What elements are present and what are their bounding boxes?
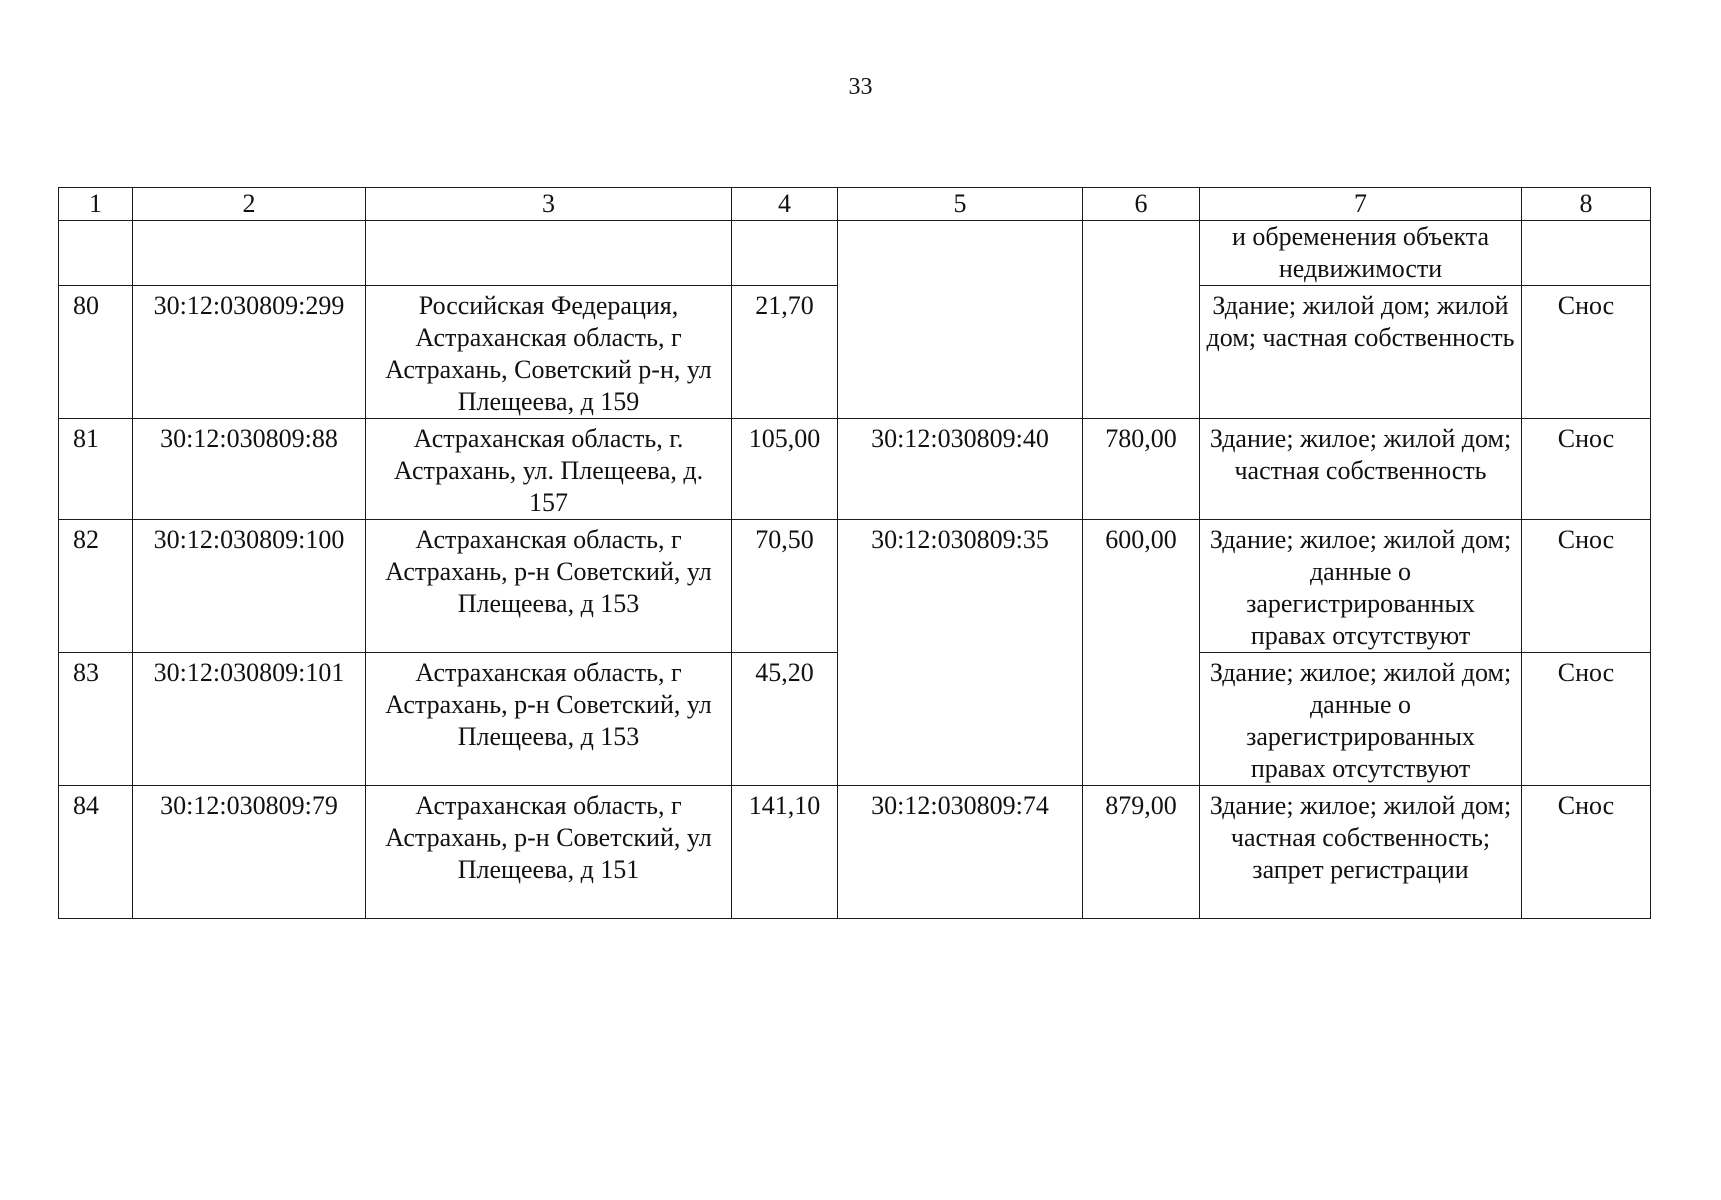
address: Астраханская область, г Астрахань, р-н Советский, ул Плещеева, д 153 (366, 520, 732, 653)
row-number: 84 (59, 786, 133, 919)
area: 70,50 (732, 520, 838, 653)
column-number: 7 (1200, 188, 1522, 221)
action: Снос (1522, 419, 1651, 520)
row-number: 81 (59, 419, 133, 520)
land-area-cell-empty (1083, 221, 1200, 419)
area: 21,70 (732, 286, 838, 419)
table-row (59, 520, 1651, 653)
column-number: 4 (732, 188, 838, 221)
land-area: 879,00 (1083, 786, 1200, 919)
action: Снос (1522, 653, 1651, 786)
address: Астраханская область, г Астрахань, р-н Советский, ул Плещеева, д 153 (366, 653, 732, 786)
column-number: 1 (59, 188, 133, 221)
area: 45,20 (732, 653, 838, 786)
empty-cell (59, 221, 133, 286)
column-number: 2 (133, 188, 366, 221)
column-number-row (59, 188, 1651, 221)
action: Снос (1522, 520, 1651, 653)
table-row (59, 419, 1651, 520)
address: Астраханская область, г. Астрахань, ул. Плещеева, д. 157 (366, 419, 732, 520)
info: Здание; жилое; жилой дом; данные о зарегистрированных правах отсутствуют (1200, 520, 1522, 653)
cadastral-number: 30:12:030809:100 (133, 520, 366, 653)
cadastral-number: 30:12:030809:299 (133, 286, 366, 419)
row-number: 80 (59, 286, 133, 419)
land-cadastral-cell-empty (838, 221, 1083, 419)
land-area: 780,00 (1083, 419, 1200, 520)
empty-cell (133, 221, 366, 286)
info: Здание; жилое; жилой дом; частная собственность (1200, 419, 1522, 520)
empty-cell (1522, 221, 1651, 286)
row-number: 82 (59, 520, 133, 653)
address: Астраханская область, г Астрахань, р-н Советский, ул Плещеева, д 151 (366, 786, 732, 919)
column-number: 8 (1522, 188, 1651, 221)
column-number: 6 (1083, 188, 1200, 221)
land-cadastral-number: 30:12:030809:35 (838, 520, 1083, 786)
info-continuation-cell: и обременения объекта недвижимости (1200, 221, 1522, 286)
info: Здание; жилой дом; жилой дом; частная собственность (1200, 286, 1522, 419)
empty-cell (366, 221, 732, 286)
action: Снос (1522, 286, 1651, 419)
empty-cell (732, 221, 838, 286)
column-number: 3 (366, 188, 732, 221)
info: Здание; жилое; жилой дом; частная собственность; запрет регистрации (1200, 786, 1522, 919)
land-cadastral-number: 30:12:030809:40 (838, 419, 1083, 520)
area: 105,00 (732, 419, 838, 520)
row-number: 83 (59, 653, 133, 786)
table-row (59, 786, 1651, 919)
cadastral-number: 30:12:030809:88 (133, 419, 366, 520)
action: Снос (1522, 786, 1651, 919)
page-number: 33 (848, 74, 873, 100)
area: 141,10 (732, 786, 838, 919)
column-number: 5 (838, 188, 1083, 221)
continuation-row (59, 221, 1651, 286)
address: Российская Федерация, Астраханская область, г Астрахань, Советский р-н, ул Плещеева, д 159 (366, 286, 732, 419)
property-table (58, 187, 1651, 919)
land-cadastral-number: 30:12:030809:74 (838, 786, 1083, 919)
cadastral-number: 30:12:030809:79 (133, 786, 366, 919)
cadastral-number: 30:12:030809:101 (133, 653, 366, 786)
land-area: 600,00 (1083, 520, 1200, 786)
info: Здание; жилое; жилой дом; данные о зарегистрированных правах отсутствуют (1200, 653, 1522, 786)
